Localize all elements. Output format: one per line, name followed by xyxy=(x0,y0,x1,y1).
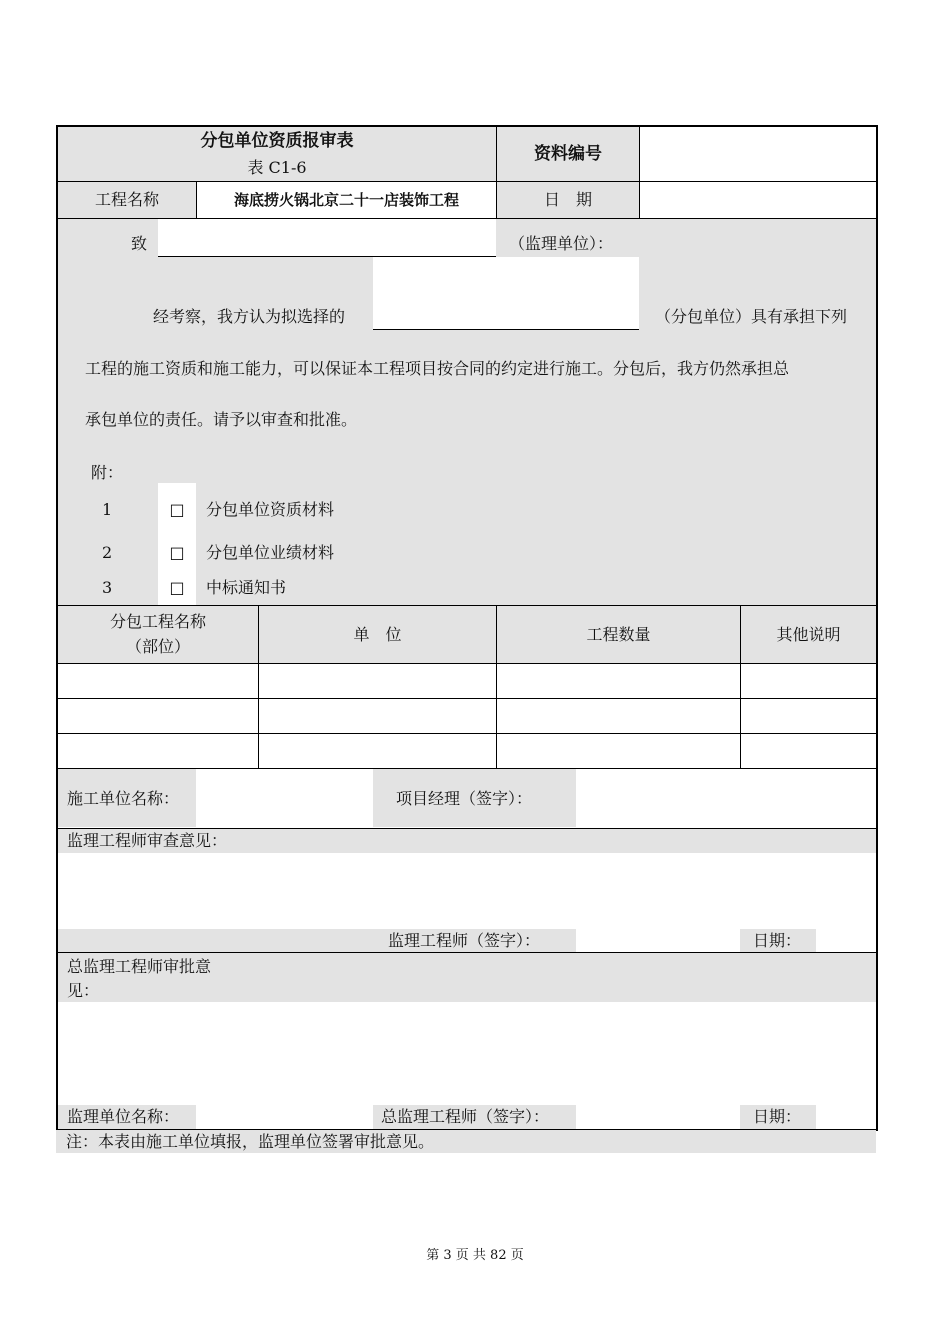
letter-line1-prefix: 经考察，我方认为拟选择的 xyxy=(153,307,346,326)
subcontractor-qualification-form xyxy=(56,125,878,1131)
subcontractor-underline xyxy=(373,329,639,330)
form-title: 分包单位资质报审表 xyxy=(200,131,354,151)
letter-line2: 工程的施工资质和施工能力，可以保证本工程项目按合同的约定进行施工。分包后，我方仍然承担总 xyxy=(85,359,790,378)
grid-line xyxy=(496,127,497,219)
sub-table-header-quantity: 工程数量 xyxy=(586,625,651,644)
sub-table-header-name: 分包工程名称 xyxy=(109,612,206,631)
attachment-num-2: 2 xyxy=(102,543,113,562)
grid-line xyxy=(58,663,876,664)
attachment-num-3: 3 xyxy=(102,578,113,597)
chief-engineer-sign-label: 总监理工程师（签字）： xyxy=(381,1107,550,1126)
grid-line xyxy=(58,605,876,606)
sub-table-header-unit: 单 位 xyxy=(353,625,402,644)
grid-line xyxy=(58,181,876,182)
attachment-num-1: 1 xyxy=(102,500,113,519)
to-prefix: 致 xyxy=(131,234,148,253)
grid-line xyxy=(258,605,259,769)
grid-line xyxy=(58,698,876,699)
attachment-checkbox-3[interactable]: □ xyxy=(169,578,185,597)
engineer-sign-label: 监理工程师（签字）： xyxy=(388,931,541,950)
subcontractor-field-box xyxy=(373,257,639,330)
project-manager-label: 项目经理（签字）： xyxy=(396,789,533,808)
grid-line xyxy=(740,605,741,769)
chief-review-label-line2: 见： xyxy=(67,981,100,1000)
grid-line xyxy=(58,733,876,734)
grid-line xyxy=(58,768,876,769)
grid-line xyxy=(58,828,876,829)
chief-review-label-line1: 总监理工程师审批意 xyxy=(67,957,212,976)
form-note: 注：本表由施工单位填报，监理单位签署审批意见。 xyxy=(66,1132,435,1151)
sub-table-header-part: （部位） xyxy=(125,637,190,656)
grid-line xyxy=(196,181,197,219)
chief-date-label: 日期： xyxy=(753,1107,802,1126)
grid-line xyxy=(496,605,497,769)
grid-line xyxy=(639,127,640,219)
to-field-box xyxy=(158,219,496,257)
engineer-review-label: 监理工程师审查意见： xyxy=(67,831,228,850)
grid-line xyxy=(58,952,876,953)
attachment-label-2: 分包单位业绩材料 xyxy=(206,543,335,562)
project-name-value[interactable]: 海底捞火锅北京二十一店装饰工程 xyxy=(233,191,459,209)
attachment-checkbox-1[interactable]: □ xyxy=(169,500,185,519)
attachments-label: 附： xyxy=(91,463,124,482)
attachment-checkbox-2[interactable]: □ xyxy=(169,543,185,562)
attachment-label-3: 中标通知书 xyxy=(206,578,287,597)
sub-table-header-notes: 其他说明 xyxy=(776,625,841,644)
page-number: 第 3 页 共 82 页 xyxy=(426,1248,524,1263)
contractor-name-label: 施工单位名称： xyxy=(67,789,180,808)
letter-line1-suffix: （分包单位）具有承担下列 xyxy=(655,307,848,326)
engineer-date-label: 日期： xyxy=(753,931,802,950)
supervision-unit-label: 监理单位名称： xyxy=(67,1107,180,1126)
doc-no-label: 资料编号 xyxy=(534,144,602,164)
grid-line xyxy=(58,218,876,219)
date-label: 日 期 xyxy=(543,190,592,209)
attachment-label-1: 分包单位资质材料 xyxy=(206,500,335,519)
letter-line3: 承包单位的责任。请予以审查和批准。 xyxy=(85,410,358,429)
project-name-label: 工程名称 xyxy=(94,190,159,209)
to-suffix: （监理单位）： xyxy=(509,234,614,253)
form-code: 表 C1-6 xyxy=(247,158,307,177)
